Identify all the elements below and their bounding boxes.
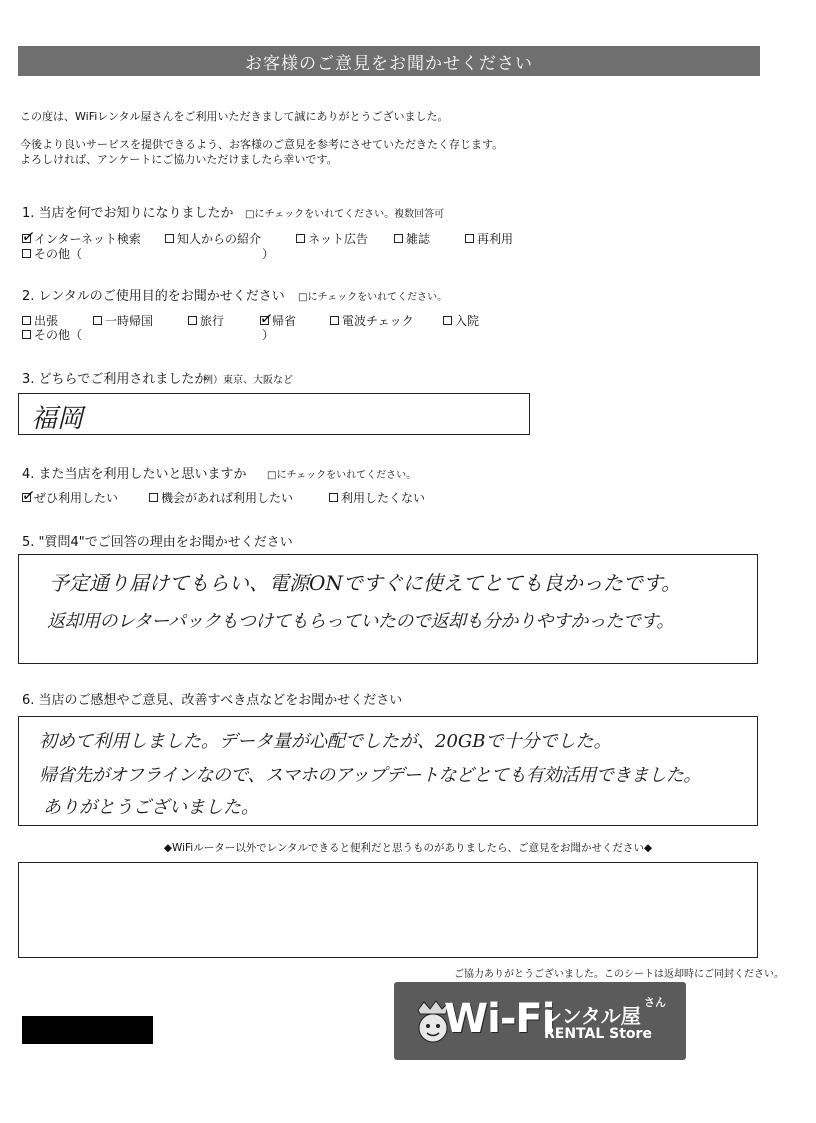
q5-answer-line-2: 返却用のレターパックもつけてもらっていたので返却も分かりやすかったです。 <box>47 611 674 632</box>
q5-title: 5. "質問4"でご回答の理由をお聞かせください <box>22 535 293 550</box>
q4-option-definitely[interactable] <box>20 485 119 506</box>
q6-title: 6. 当店のご感想やご意見、改善すべき点などをお聞かせください <box>22 693 403 708</box>
intro-line-2: 今後より良いサービスを提供できるよう、お客様のご意見を参考にさせていただきたく存じます。 <box>20 138 504 151</box>
checkbox-icon[interactable] <box>188 316 197 325</box>
q6-answer-line-2: 帰省先がオフラインなので、スマホのアップデートなどとても有効活用できました。 <box>39 765 701 786</box>
q1-option-referral[interactable] <box>165 230 261 247</box>
q1-option-label: ネット広告 <box>308 232 369 246</box>
q1-note: □にチェックをいれてください。複数回答可 <box>245 209 445 220</box>
q3-title: 3. どちらでご利用されましたか <box>22 372 208 387</box>
q5-answer-field[interactable] <box>18 554 758 664</box>
q1-option-net-ad[interactable] <box>296 230 368 247</box>
q4-option-if-chance[interactable] <box>149 489 293 506</box>
q4-title: 4. また当店を利用したいと思いますか <box>22 467 247 482</box>
page-title: お客様のご意見をお聞かせください <box>18 46 760 76</box>
logo-san-text: さん <box>644 996 666 1009</box>
checkbox-icon[interactable] <box>465 234 474 243</box>
q6-answer-line-3: ありがとうございました。 <box>43 797 259 818</box>
q6-answer-line-1: 初めて利用しました。データ量が心配でしたが、20GBで十分でした。 <box>39 731 612 752</box>
logo-jp-text: レンタル屋 <box>542 1004 641 1028</box>
q1-option-label: インターネット検索 <box>34 232 141 246</box>
checkbox-checked-icon[interactable]: ✓ <box>258 308 275 329</box>
q2-option-label: 出張 <box>34 314 59 328</box>
q2-option-travel[interactable] <box>188 312 224 329</box>
q2-other-label: その他（ <box>34 328 83 342</box>
checkbox-icon[interactable] <box>149 493 158 502</box>
q4-option-label: 機会があれば利用したい <box>161 491 294 505</box>
checkbox-icon[interactable] <box>330 316 339 325</box>
q4-option-no[interactable] <box>329 489 425 506</box>
checkbox-icon[interactable] <box>296 234 305 243</box>
q5-answer-line-1: 予定通り届けてもらい、電源ONですぐに使えてとても良かったです。 <box>49 571 682 595</box>
q1-other-label: その他（ <box>34 247 83 261</box>
q2-option-other[interactable] <box>22 326 82 343</box>
q2-option-label: 電波チェック <box>342 314 414 328</box>
q7-title: ◆WiFiルーター以外でレンタルできると便利だと思うものがありましたら、ご意見をお聞かせください◆ <box>163 842 653 854</box>
checkbox-icon[interactable] <box>22 330 31 339</box>
q1-option-label: 再利用 <box>477 232 514 246</box>
logo <box>394 982 686 1060</box>
q4-option-label: ぜひ利用したい <box>34 491 119 505</box>
q2-option-signal-check[interactable] <box>330 312 414 329</box>
q1-title: 1. 当店を何でお知りになりましたか <box>22 206 234 221</box>
q2-option-label: 帰省 <box>272 314 297 328</box>
q1-option-reuse[interactable] <box>465 230 513 247</box>
q1-option-label: 雑誌 <box>406 232 431 246</box>
q4-note: □にチェックをいれてください。 <box>267 470 417 481</box>
footer-thanks: ご協力ありがとうございました。このシートは返却時にご同封ください。 <box>454 969 784 980</box>
checkbox-icon[interactable] <box>93 316 102 325</box>
intro-line-3: よろしければ、アンケートにご協力いただけましたら幸いです。 <box>20 153 338 166</box>
checkbox-icon[interactable] <box>22 249 31 258</box>
q2-option-label: 一時帰国 <box>105 314 154 328</box>
q3-note: 例）東京、大阪など <box>203 375 293 386</box>
q2-option-hospital[interactable] <box>443 312 479 329</box>
q4-option-label: 利用したくない <box>341 491 426 505</box>
q3-answer-field[interactable] <box>18 393 530 435</box>
q2-note: □にチェックをいれてください。 <box>298 292 448 303</box>
q2-option-label: 旅行 <box>200 314 225 328</box>
logo-wifi-text: Wi-Fi <box>444 996 555 1042</box>
checkbox-checked-icon[interactable]: ✓ <box>20 226 37 247</box>
q1-option-other[interactable] <box>22 245 82 262</box>
q1-option-magazine[interactable] <box>394 230 430 247</box>
q6-answer-field[interactable] <box>18 716 758 826</box>
q7-answer-field[interactable] <box>18 862 758 958</box>
q2-option-temp-return[interactable] <box>93 312 153 329</box>
checkbox-icon[interactable] <box>394 234 403 243</box>
checkbox-icon[interactable] <box>165 234 174 243</box>
logo-en-text: RENTAL Store <box>544 1026 652 1042</box>
q1-option-label: 知人からの紹介 <box>177 232 262 246</box>
intro-line-1: この度は、WiFiレンタル屋さんをご利用いただきまして誠にありがとうございました。 <box>20 110 449 123</box>
checkbox-checked-icon[interactable]: ✓ <box>20 485 37 506</box>
q1-other-close: ） <box>262 247 275 261</box>
checkbox-icon[interactable] <box>22 316 31 325</box>
q2-other-close: ） <box>262 328 275 342</box>
q3-answer: 福岡 <box>31 404 84 434</box>
redacted-block <box>22 1016 153 1044</box>
q2-title: 2. レンタルのご使用目的をお聞かせください <box>22 289 285 304</box>
checkbox-icon[interactable] <box>329 493 338 502</box>
q2-option-label: 入院 <box>455 314 480 328</box>
checkbox-icon[interactable] <box>443 316 452 325</box>
